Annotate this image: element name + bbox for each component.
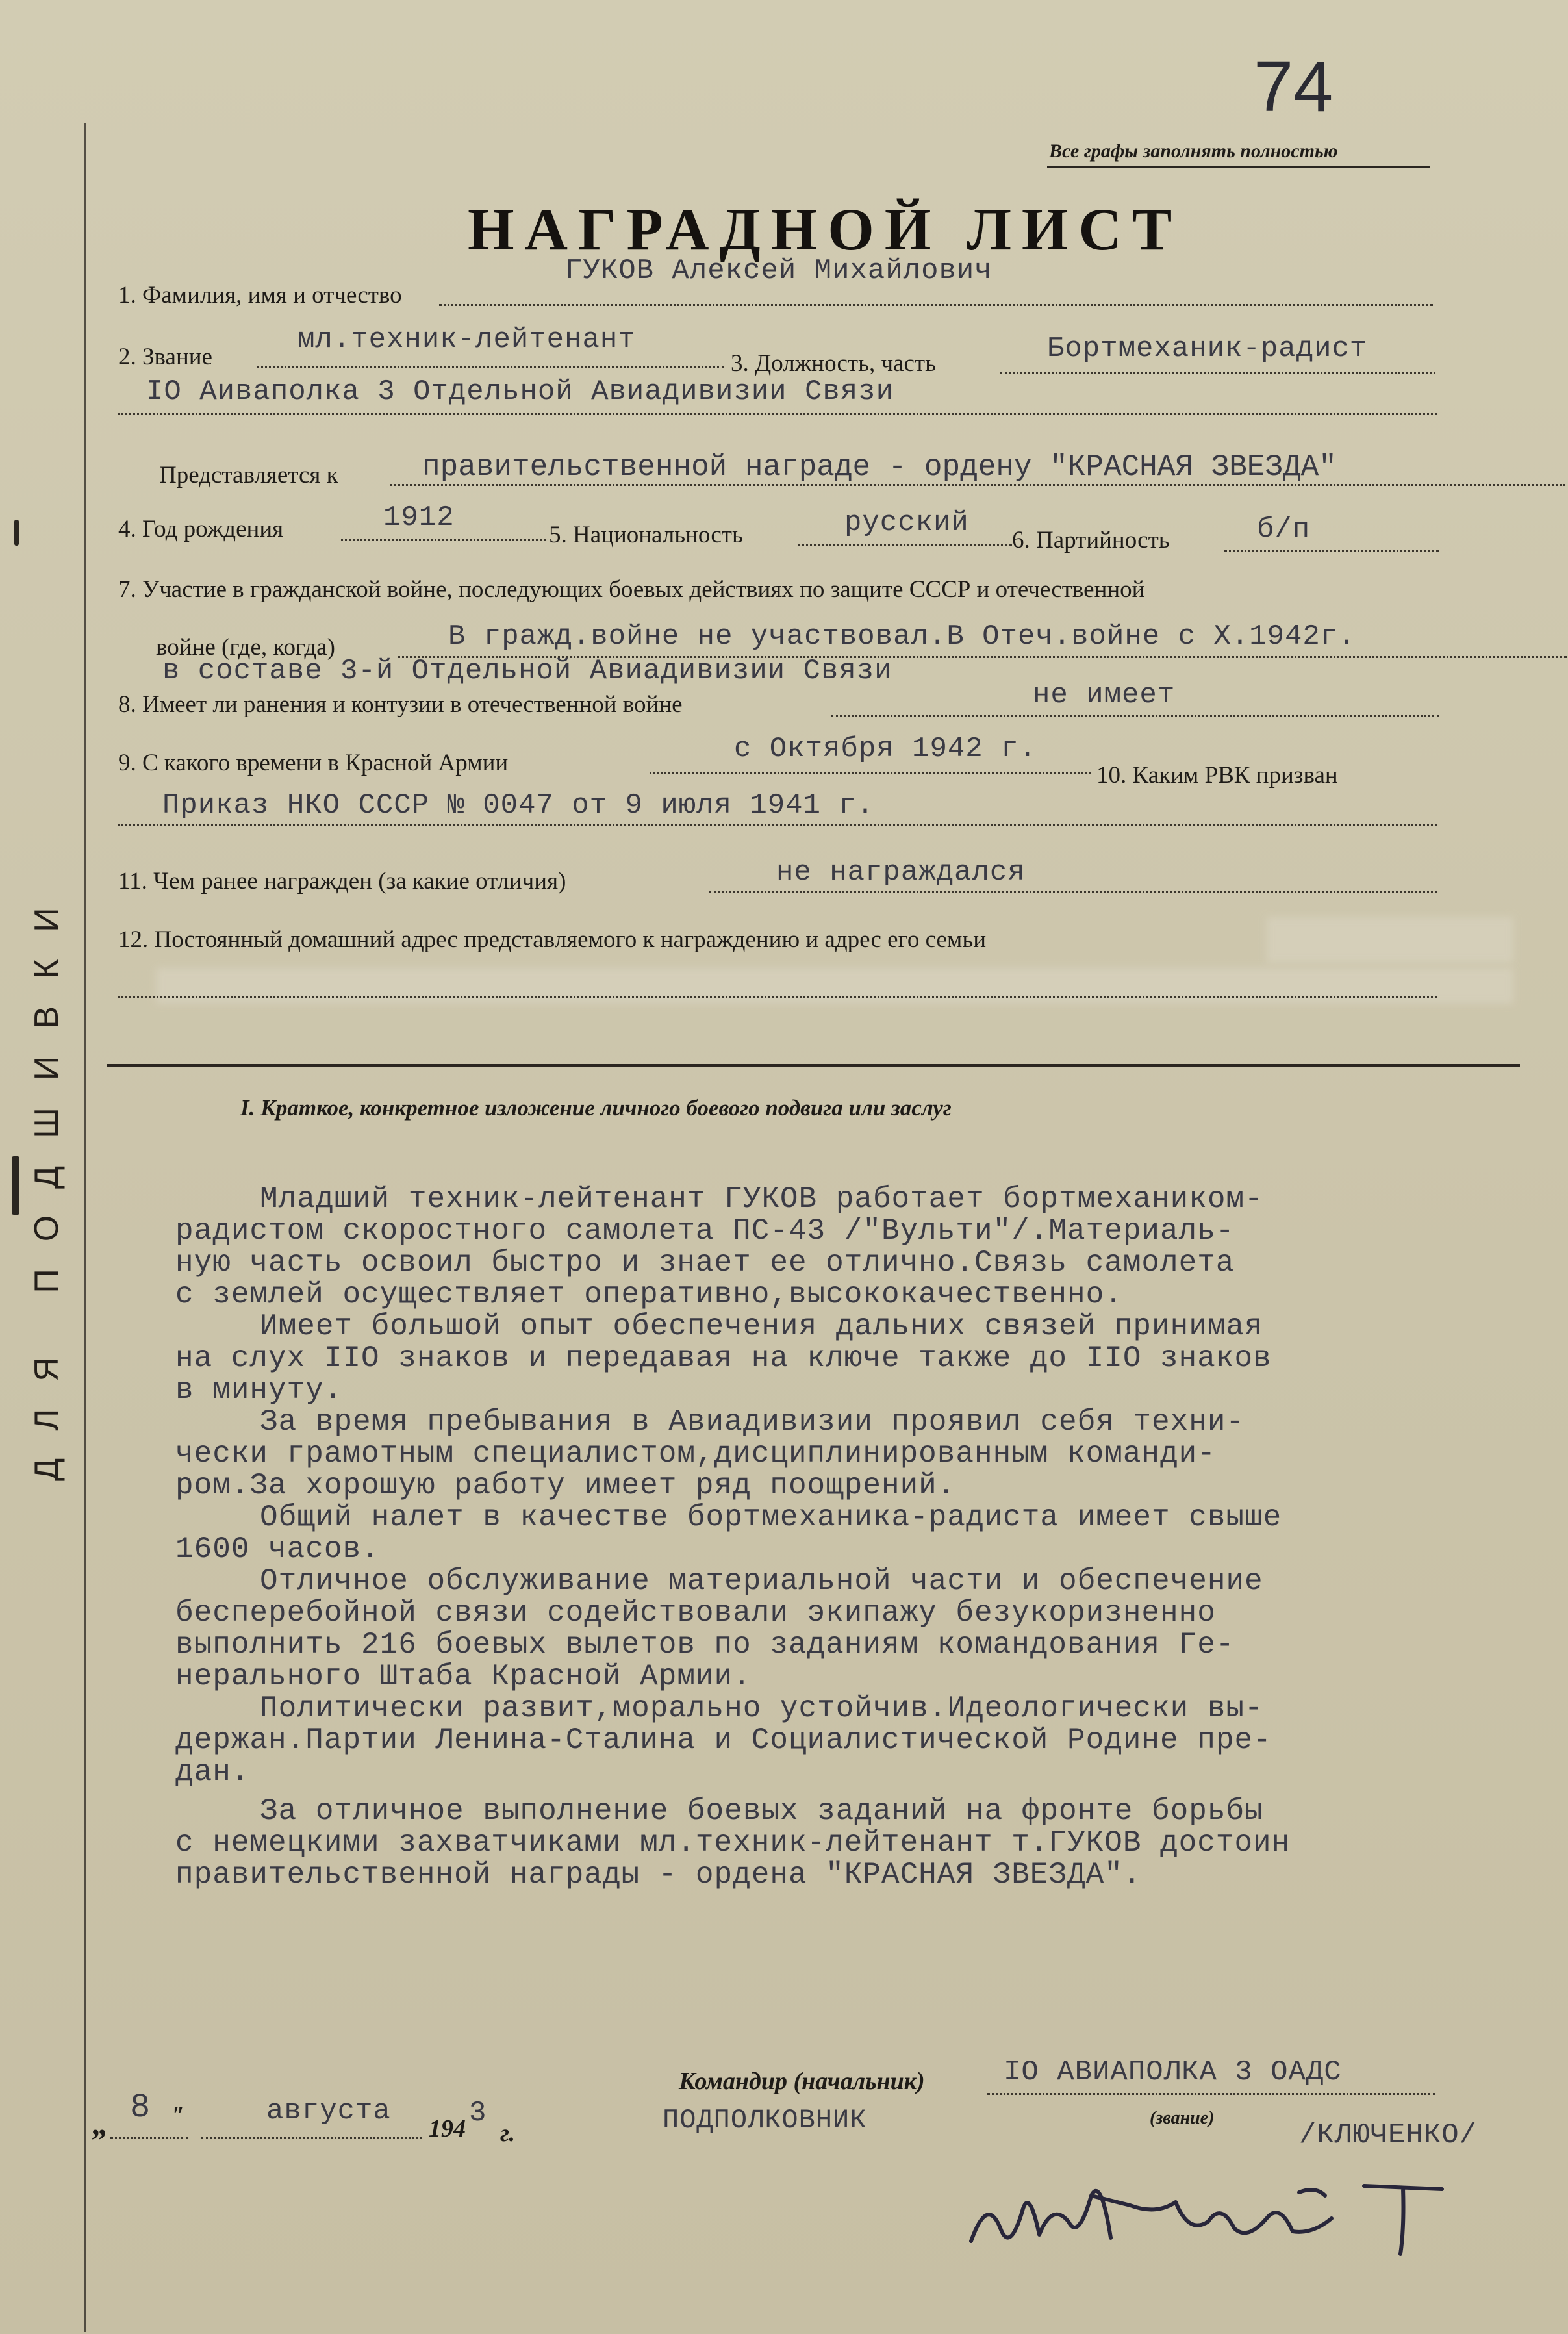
- citation-line: правительственной награды - ордена "КРАСНАЯ ЗВЕЗДА".: [175, 1858, 1142, 1892]
- citation-line: Отличное обслуживание материальной части и обеспечение: [260, 1564, 1263, 1598]
- address-label: 12. Постоянный домашний адрес представляемого к награждению и адрес его семьи: [118, 926, 986, 953]
- binding-edge-line: [84, 123, 86, 2332]
- party-line: [1224, 550, 1439, 552]
- birth-year-value: 1912: [383, 501, 455, 534]
- nationality-line: [798, 544, 1012, 546]
- date-close-quote: ": [170, 2102, 184, 2129]
- party-value: б/п: [1257, 513, 1311, 546]
- citation-line: нерального Штаба Красной Армии.: [175, 1660, 752, 1693]
- position-line: [1000, 372, 1435, 374]
- citation-line: с землей осуществляет оперативно,высококачественно.: [175, 1278, 1123, 1312]
- war-value-1: В гражд.войне не участвовал.В Отеч.войне с X.1942г.: [448, 620, 1356, 653]
- citation-line: Имеет большой опыт обеспечения дальних связей принимая: [260, 1310, 1263, 1343]
- rank-value: мл.техник-лейтенант: [297, 323, 636, 356]
- name-value: ГУКОВ Алексей Михайлович: [565, 255, 993, 287]
- rank-caption: (звание): [1150, 2108, 1215, 2128]
- name-label: 1. Фамилия, имя и отчество: [118, 282, 402, 309]
- binding-hole-mark: [14, 520, 19, 546]
- army-since-line: [650, 772, 1091, 774]
- section-title: I. Краткое, конкретное изложение личного боевого подвига или заслуг: [240, 1095, 952, 1121]
- citation-line: с немецкими захватчиками мл.техник-лейтенант т.ГУКОВ достоин: [175, 1826, 1291, 1860]
- note-underline: [1047, 166, 1430, 168]
- citation-line: 1600 часов.: [175, 1532, 380, 1566]
- commander-unit: IO АВИАПОЛКА 3 ОАДС: [1004, 2056, 1342, 2088]
- citation-line: Политически развит,морально устойчив.Идеологически вы-: [260, 1692, 1263, 1725]
- citation-line: бесперебойной связи содействовали экипажу безукоризненно: [175, 1596, 1216, 1630]
- date-year-suffix: г.: [500, 2120, 516, 2147]
- citation-line: на слух IIO знаков и передавая на ключе также до IIO знаков: [175, 1341, 1272, 1375]
- citation-line: держан.Партии Ленина-Сталина и Социалистической Родине пре-: [175, 1723, 1272, 1757]
- rank-label: 2. Звание: [118, 344, 212, 370]
- citation-line: ную часть освоил быстро и знает ее отлично.Связь самолета: [175, 1246, 1235, 1280]
- citation-line: За отличное выполнение боевых заданий на фронте борьбы: [260, 1794, 1263, 1828]
- citation-line: Общий налет в качестве бортмеханика-радиста имеет свыше: [260, 1501, 1282, 1534]
- presented-line: [390, 484, 1565, 486]
- citation-line: Младший техник-лейтенант ГУКОВ работает бортмехаником-: [260, 1182, 1263, 1216]
- war-value-2: в составе 3-й Отдельной Авиадивизии Связи: [162, 655, 892, 687]
- commander-label: Командир (начальник): [679, 2068, 925, 2095]
- position-value: Бортмеханик-радист: [1047, 333, 1368, 365]
- redacted-area: [156, 968, 1513, 1004]
- rank-line: [257, 366, 724, 368]
- citation-line: в минуту.: [175, 1373, 343, 1407]
- date-open-quote: „: [92, 2105, 108, 2142]
- wounds-line: [831, 715, 1439, 717]
- commander-line: [987, 2093, 1435, 2095]
- address-line: [118, 996, 1437, 998]
- citation-line: выполнить 216 боевых вылетов по заданиям командования Ге-: [175, 1628, 1235, 1662]
- side-note: ДЛЯ ПОДШИВКИ: [28, 880, 66, 1481]
- binding-hole-mark: [12, 1156, 19, 1215]
- unit-line: [118, 413, 1437, 415]
- redacted-area: [1267, 917, 1513, 963]
- date-month: августа: [266, 2095, 391, 2127]
- party-label: 6. Партийность: [1012, 527, 1170, 553]
- army-since-label: 9. С какого времени в Красной Армии: [118, 750, 509, 776]
- army-since-value: с Октября 1942 г.: [734, 733, 1037, 765]
- birth-year-line: [341, 539, 546, 541]
- citation-line: ром.За хорошую работу имеет ряд поощрений.: [175, 1469, 956, 1503]
- nationality-value: русский: [844, 507, 969, 539]
- prev-awards-line: [709, 891, 1437, 893]
- date-year-digit: 3: [469, 2097, 487, 2129]
- prev-awards-label: 11. Чем ранее награжден (за какие отличия): [118, 868, 566, 894]
- prev-awards-value: не награждался: [776, 856, 1026, 889]
- birth-year-label: 4. Год рождения: [118, 516, 284, 542]
- name-line: [439, 304, 1433, 306]
- rvk-label: 10. Каким РВК призван: [1096, 762, 1338, 789]
- position-label: 3. Должность, часть: [731, 350, 936, 377]
- wounds-label: 8. Имеет ли ранения и контузии в отечественной войне: [118, 691, 683, 718]
- date-month-line: [201, 2137, 422, 2139]
- commander-rank: ПОДПОЛКОВНИК: [663, 2105, 867, 2136]
- war-label-2: войне (где, когда): [156, 634, 335, 661]
- war-label-1: 7. Участие в гражданской войне, последующих боевых действиях по защите СССР и отечественной: [118, 576, 1145, 603]
- date-year-prefix: 194: [429, 2115, 466, 2142]
- rvk-value: Приказ НКО СССР № 0047 от 9 июля 1941 г.: [162, 789, 875, 822]
- citation-line: чески грамотным специалистом,дисциплинированным команди-: [175, 1437, 1216, 1471]
- section-divider: [107, 1064, 1520, 1067]
- page-title: НАГРАДНОЙ ЛИСТ: [468, 196, 1183, 262]
- rvk-line: [118, 824, 1437, 826]
- citation-line: За время пребывания в Авиадивизии проявил себя техни-: [260, 1405, 1245, 1439]
- date-day: 8: [130, 2088, 151, 2127]
- date-day-line: [110, 2137, 188, 2139]
- commander-name: /КЛЮЧЕНКО/: [1299, 2119, 1478, 2151]
- presented-label: Представляется к: [159, 462, 338, 488]
- commander-signature: [961, 2157, 1468, 2267]
- citation-line: радистом скоростного самолета ПС-43 /"Вульти"/.Материаль-: [175, 1214, 1235, 1248]
- citation-line: дан.: [175, 1755, 250, 1789]
- fill-all-note: Все графы заполнять полностью: [1049, 140, 1338, 162]
- page-number: 74: [1254, 47, 1334, 127]
- wounds-value: не имеет: [1033, 679, 1176, 711]
- unit-value: IO Аивaполка 3 Отдельной Авиадивизии Связи: [146, 375, 894, 408]
- citation-text: [175, 1182, 1507, 1890]
- nationality-label: 5. Национальность: [549, 522, 743, 548]
- presented-value: правительственной награде - ордену "КРАСНАЯ ЗВЕЗДА": [422, 450, 1337, 484]
